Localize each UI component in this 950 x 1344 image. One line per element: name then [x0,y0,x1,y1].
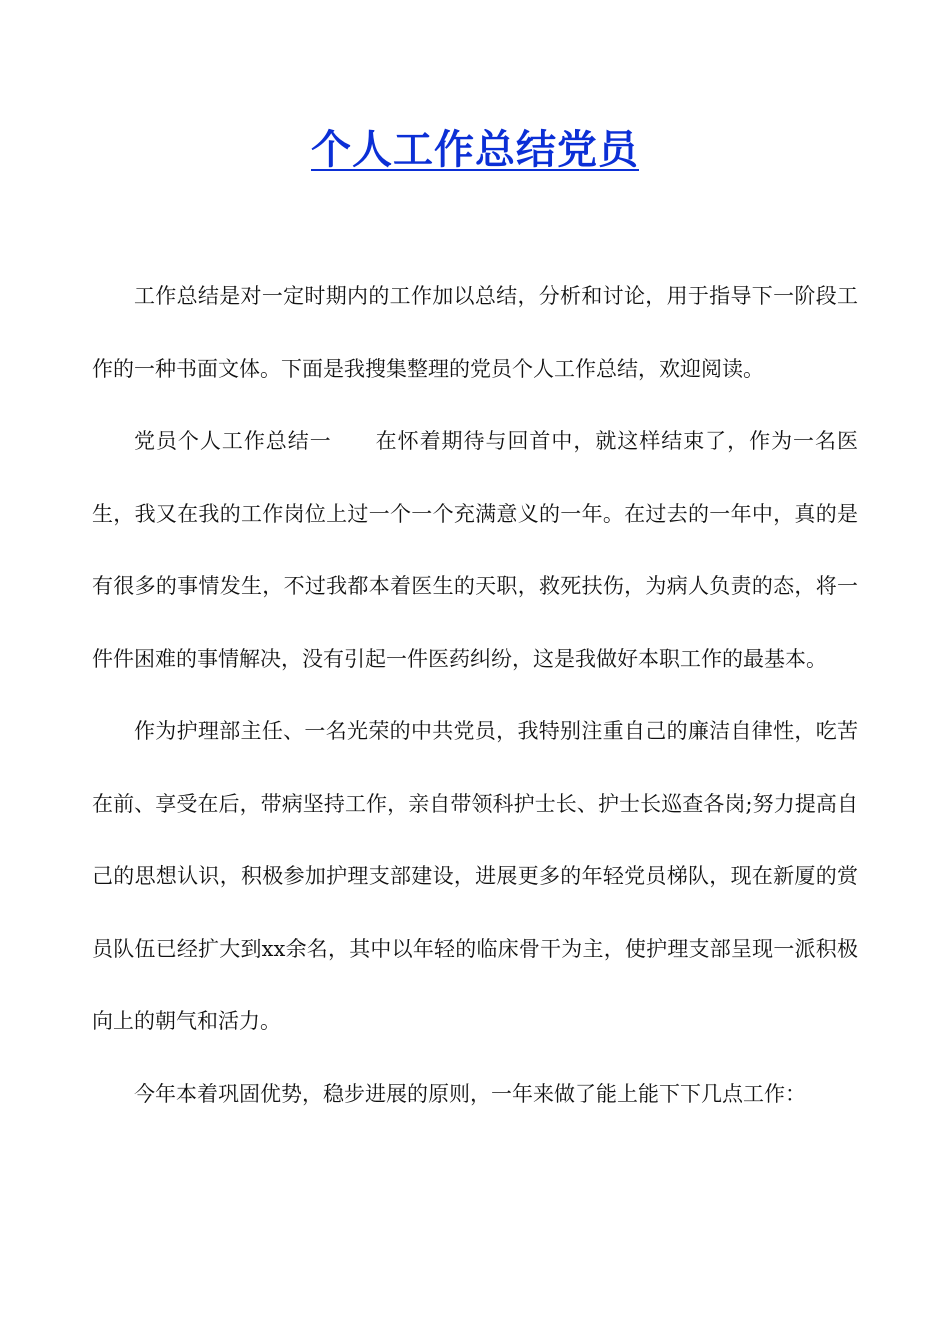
document-body [92,260,858,1130]
paragraph-nursing-director: 作为护理部主任、一名光荣的中共党员，我特别注重自己的廉洁自律性，吃苦在前、享受在后，带病坚持工作，亲自带领科护士长、护士长巡查各岗;努力提高自己的思想认识，积极参加护理支部建设，进展更多的年轻党员梯队，现在新厦的赏员队伍已经扩大到xx余名，其中以年轻的临床骨干为主，使护理支部呈现一派积极向上的朝气和活力。 [92,719,858,1033]
paragraph-intro: 工作总结是对一定时期内的工作加以总结，分析和讨论，用于指导下一阶段工作的一种书面文体。下面是我搜集整理的党员个人工作总结，欢迎阅读。 [92,284,858,381]
document-title [0,118,950,175]
paragraph-this-year: 今年本着巩固优势，稳步进展的原则，一年来做了能上能下下几点工作： [134,1081,806,1106]
title-link[interactable]: 个人工作总结党员 [311,127,639,173]
paragraph-summary-one: 党员个人工作总结一 在怀着期待与回首中，就这样结束了，作为一名医生，我又在我的工作岗位上过一个一个充满意义的一年。在过去的一年中，真的是有很多的事情发生，不过我都本着医生的天职，救死扶伤，为病人负责的态，将一件件困难的事情解决，没有引起一件医药纠纷，这是我做好本职工作的最基本。 [92,429,858,671]
